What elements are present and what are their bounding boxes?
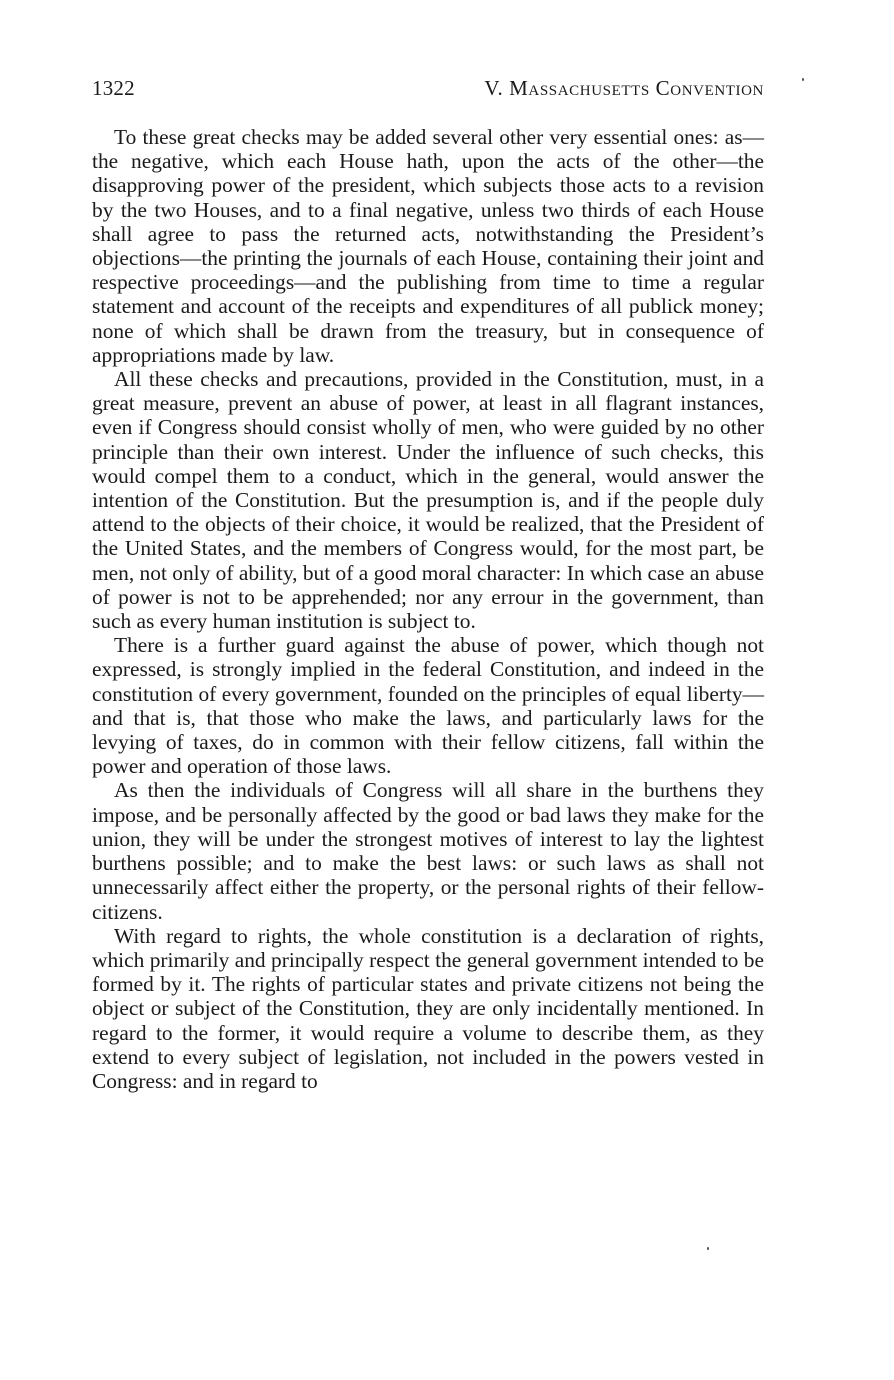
paragraph: With regard to rights, the whole constitution is a declaration of rights, which primarily and principally respect the general government intended to be formed by it. The rights of particular states and private citizens not being the object or subject of the Constitution, they are only incidentally mentioned. In regard to the former, it would require a volume to describe them, as they extend to every subject of legislation, not included in the powers vested in Congress: and in regard to bbox=[92, 923, 764, 1093]
page-number: 1322 bbox=[92, 76, 135, 100]
running-head: V. Massachusetts Convention bbox=[484, 76, 764, 100]
body-text bbox=[92, 125, 764, 1093]
scan-speck bbox=[707, 1247, 709, 1250]
paragraph: All these checks and precautions, provided in the Constitution, must, in a great measure, prevent an abuse of power, at least in all flagrant instances, even if Congress should consist wholly of men, who were guided by no other principle than their own interest. Under the influence of such checks, this would compel them to a conduct, which in the general, would answer the intention of the Constitution. But the presumption is, and if the people duly attend to the objects of their choice, it would be realized, that the President of the United States, and the members of Congress would, for the most part, be men, not only of ability, but of a good moral character: In which case an abuse of power is not to be apprehended; nor any errour in the government, than such as every human institution is subject to. bbox=[92, 367, 764, 634]
page-header bbox=[92, 76, 764, 102]
paragraph: There is a further guard against the abuse of power, which though not expressed, is strongly implied in the federal Constitution, and indeed in the constitution of every government, founded on the principles of equal liberty—and that is, that those who make the laws, and particularly laws for the levying of taxes, do in common with their fellow citizens, fall within the power and operation of those laws. bbox=[92, 633, 764, 779]
paragraph: As then the individuals of Congress will all share in the burthens they impose, and be personally affected by the good or bad laws they make for the union, they will be under the strongest motives of interest to lay the lightest burthens possible; and to make the best laws: or such laws as shall not unnecessarily affect either the property, or the personal rights of their fellow-citizens. bbox=[92, 778, 764, 924]
scan-speck bbox=[802, 78, 804, 81]
paragraph: To these great checks may be added several other very essential ones: as—the negative, which each House hath, upon the acts of the other—the disapproving power of the president, which subjects those acts to a revision by the two Houses, and to a final negative, unless two thirds of each House shall agree to pass the returned acts, notwithstanding the President’s objections—the printing the journals of each House, containing their joint and respective proceedings—and the publishing from time to time a regular statement and account of the receipts and expenditures of all publick money; none of which shall be drawn from the treasury, but in consequence of appropriations made by law. bbox=[92, 125, 764, 367]
